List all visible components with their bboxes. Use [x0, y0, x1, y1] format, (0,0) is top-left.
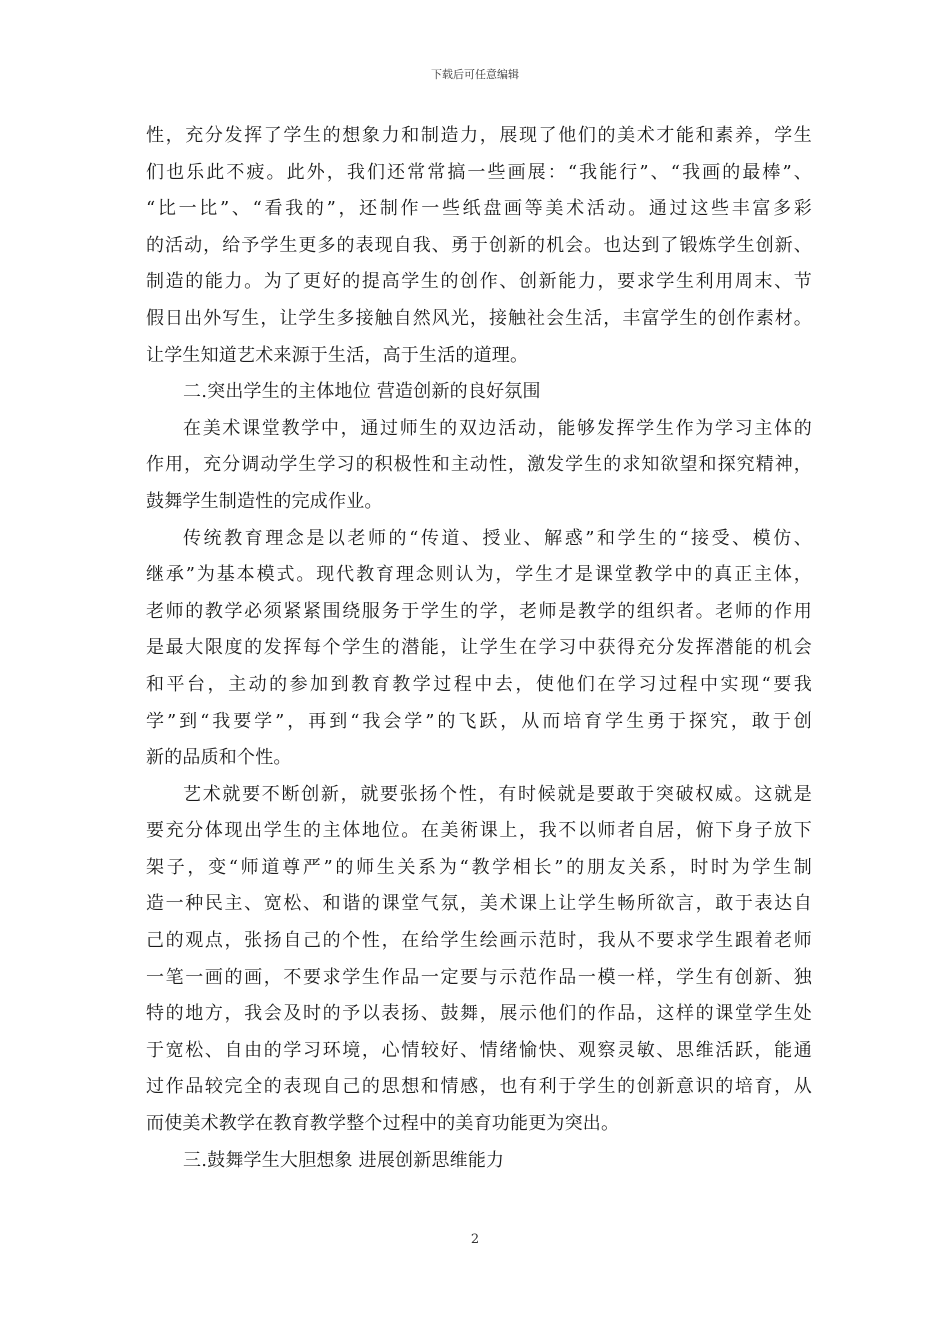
text-line: 鼓舞学生制造性的完成作业。 [146, 490, 383, 512]
text-line: 让学生知道艺术来源于生活，高于生活的道理。 [146, 344, 529, 366]
text-line: 作用，充分调动学生学习的积极性和主动性，激发学生的求知欲望和探究精神， [146, 454, 812, 476]
text-line: 继承”为基本模式。现代教育理念则认为，学生才是课堂教学中的真正主体， [146, 564, 812, 586]
section-heading: 三.鼓舞学生大胆想象 进展创新思维能力 [183, 1149, 505, 1171]
text-line: 于宽松、自由的学习环境，心情较好、情绪愉快、观察灵敏、思维活跃，能通 [146, 1039, 812, 1061]
text-line: 艺术就要不断创新，就要张扬个性，有时候就是要敢于突破权威。这就是 [183, 783, 812, 805]
text-line: 老师的教学必须紧紧围绕服务于学生的学，老师是教学的组织者。老师的作用 [146, 600, 812, 622]
text-line: 过作品较完全的表现自己的思想和情感，也有利于学生的创新意识的培育，从 [146, 1076, 812, 1098]
text-line: 而使美术教学在教育教学整个过程中的美育功能更为突出。 [146, 1113, 620, 1135]
text-line: 和平台，主动的参加到教育教学过程中去，使他们在学习过程中实现“要我 [146, 673, 812, 695]
text-line: 假日出外写生，让学生多接触自然风光，接触社会生活，丰富学生的创作素材。 [146, 307, 812, 329]
text-line: 造一种民主、宽松、和谐的课堂气氛，美术课上让学生畅所欲言，敢于表达自 [146, 893, 812, 915]
text-line: 的活动，给予学生更多的表现自我、勇于创新的机会。也达到了锻炼学生创新、 [146, 234, 812, 256]
text-line: 在美术课堂教学中，通过师生的双边活动，能够发挥学生作为学习主体的 [183, 417, 812, 439]
page-number: 2 [470, 1232, 480, 1247]
text-line: 要充分体现出学生的主体地位。在美術课上，我不以师者自居，俯下身子放下 [146, 820, 812, 842]
text-line: “比一比”、“看我的”，还制作一些纸盘画等美术活动。通过这些丰富多彩 [146, 198, 812, 220]
document-body [146, 118, 812, 1179]
text-line: 新的品质和个性。 [146, 747, 292, 769]
page-header: 下载后可任意编辑 [431, 68, 519, 81]
text-line: 性，充分发挥了学生的想象力和制造力，展现了他们的美术才能和素养，学生 [146, 125, 812, 146]
text-line: 是最大限度的发挥每个学生的潜能，让学生在学习中获得充分发挥潜能的机会 [146, 637, 812, 659]
text-line: 制造的能力。为了更好的提高学生的创作、创新能力，要求学生利用周末、节 [146, 271, 812, 293]
section-heading: 二.突出学生的主体地位 营造创新的良好氛围 [183, 381, 541, 403]
text-line: 己的观点，张扬自己的个性，在给学生绘画示范时，我从不要求学生跟着老师 [146, 930, 812, 952]
text-line: 一笔一画的画，不要求学生作品一定要与示范作品一模一样，学生有创新、独 [146, 966, 812, 988]
text-line: 学”到“我要学”，再到“我会学”的飞跃，从而培育学生勇于探究，敢于创 [146, 710, 812, 732]
text-line: 们也乐此不疲。此外，我们还常常搞一些画展：“我能行”、“我画的最棒”、 [146, 161, 812, 183]
text-line: 传统教育理念是以老师的“传道、授业、解惑”和学生的“接受、模仿、 [183, 527, 812, 549]
text-line: 架子，变“师道尊严”的师生关系为“教学相长”的朋友关系，时时为学生制 [146, 856, 812, 878]
text-line: 特的地方，我会及时的予以表扬、鼓舞，展示他们的作品，这样的课堂学生处 [146, 1003, 812, 1025]
